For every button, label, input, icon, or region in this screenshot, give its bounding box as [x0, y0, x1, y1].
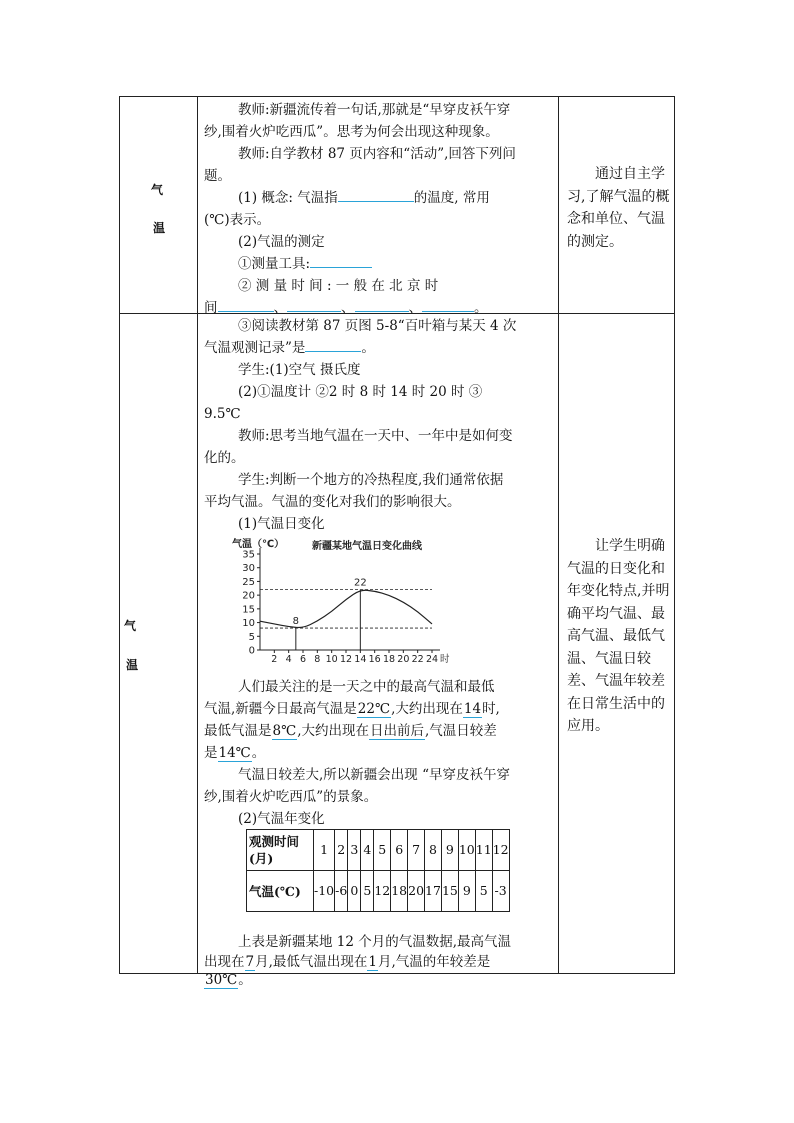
table-cell-month: 8 — [425, 830, 442, 871]
table-cell-temp: -6 — [335, 871, 348, 912]
table-cell-temp: 15 — [441, 871, 458, 912]
table-cell-temp: 9 — [458, 871, 475, 912]
text-line: 平均气温。气温的变化对我们的影响很大。 — [204, 494, 461, 510]
x-tick-label: 20 — [397, 654, 410, 665]
lesson-table — [119, 96, 675, 988]
y-tick-label: 35 — [242, 549, 255, 561]
table-cell-month: 1 — [314, 830, 335, 871]
text-line: 学生:判断一个地方的冷热程度,我们通常依据 — [238, 472, 504, 488]
data-label: 22 — [353, 577, 367, 589]
answer: 日出前后 — [370, 723, 424, 739]
y-tick-label: 25 — [242, 576, 255, 588]
y-tick-label: 15 — [242, 604, 255, 616]
answer: 30℃ — [205, 972, 238, 988]
objective-note: 通过自主学习,了解气温的概念和单位、气温的测定。 — [567, 166, 670, 250]
topic-char: 温 — [126, 658, 139, 672]
text-line: 纱,围着火炉吃西瓜”。思考为何会出现这种现象。 — [204, 124, 499, 140]
table-cell-month: 11 — [475, 830, 492, 871]
text-line: 学生:(1)空气 摄氏度 — [238, 362, 361, 378]
text-line: 上表是新疆某地 12 个月的气温数据,最高气温 — [238, 934, 512, 950]
table-cell-month: 4 — [361, 830, 374, 871]
table-cell-temp: 5 — [361, 871, 374, 912]
table-header: 气温(℃) — [247, 871, 314, 912]
topic-char: 温 — [153, 221, 166, 235]
x-tick-label: 2 — [271, 654, 278, 665]
text-line: 间 、 、 、 。 — [204, 297, 554, 313]
answer: 22℃ — [357, 701, 391, 717]
table-cell-temp: 20 — [408, 871, 425, 912]
table-cell-month: 9 — [441, 830, 458, 871]
x-tick-label: 4 — [285, 654, 292, 665]
y-tick-label: 30 — [242, 563, 255, 575]
topic-char: 气 — [151, 183, 164, 197]
blank — [355, 297, 409, 312]
table-cell-month: 6 — [391, 830, 408, 871]
y-tick-label: 5 — [248, 631, 255, 643]
text-line: ③阅读教材第 87 页图 5-8“百叶箱与某天 4 次 — [238, 318, 517, 334]
table-cell-month: 2 — [335, 830, 348, 871]
blank — [287, 297, 341, 312]
content-cell — [198, 97, 558, 316]
blank — [338, 187, 414, 202]
text-line: 气温日较差大,所以新疆会出现 “早穿皮袄午穿 — [238, 767, 510, 783]
text-line: 人们最关注的是一天之中的最高气温和最低 — [238, 679, 495, 695]
blank — [422, 297, 474, 312]
row-temperature-change — [120, 313, 674, 988]
text-line: 题。 — [204, 168, 231, 184]
x-tick-label: 6 — [299, 654, 307, 665]
table-cell-temp: -10 — [314, 871, 335, 912]
text-line: (1) 概念: 气温指 的温度, 常用 — [204, 187, 588, 209]
table-cell-month: 3 — [348, 830, 361, 871]
chart-title: 新疆某地气温日变化曲线 — [312, 541, 422, 552]
x-tick-label: 16 — [368, 654, 381, 665]
text-line: ② 测 量 时 间 : 一 般 在 北 京 时 — [238, 278, 439, 294]
content-cell — [198, 313, 558, 988]
text-line: ①测量工具: — [204, 253, 588, 275]
table-header: 观测时间(月) — [247, 830, 314, 871]
daily-temperature-chart — [232, 537, 456, 671]
text-line: 气温观测记录”是 。 — [204, 337, 554, 359]
temperature-curve — [260, 590, 432, 627]
text-line: (℃)表示。 — [204, 212, 271, 228]
text-line: 最低气温是8℃,大约出现在日出前后,气温日较差 — [204, 723, 497, 739]
answer: 7 — [245, 954, 255, 970]
x-tick-label: 24 — [425, 654, 439, 665]
table-cell-month: 10 — [458, 830, 475, 871]
text-line: 是14℃。 — [204, 745, 266, 761]
answer: 14℃ — [218, 745, 251, 761]
answer: 14 — [463, 701, 482, 717]
x-tick-label: 10 — [325, 654, 338, 665]
y-tick-label: 10 — [242, 618, 255, 630]
text-line: 30℃。 — [205, 972, 252, 988]
objective-note: 让学生明确气温的日变化和年变化特点,并明确平均气温、最高气温、最低气温、气温日较差、气温年较差在日常生活中的应用。 — [567, 538, 670, 734]
table-cell-month: 12 — [492, 830, 509, 871]
row-temperature-concept — [120, 97, 674, 314]
x-unit-label: 时 — [440, 654, 450, 665]
answer: 1 — [368, 954, 377, 970]
table-cell-temp: 17 — [425, 871, 442, 912]
blank — [305, 337, 361, 352]
table-cell-temp: -3 — [492, 871, 509, 912]
topic-char: 气 — [124, 619, 137, 633]
text-line: 教师:自学教材 87 页内容和“活动”,回答下列问 — [238, 146, 516, 162]
text-line: 出现在7月,最低气温出现在1月,气温的年较差是 — [204, 954, 491, 970]
table-row — [247, 871, 510, 912]
text-line: (2)气温的测定 — [238, 234, 325, 250]
text-line: 教师:新疆流传着一句话,那就是“早穿皮袄午穿 — [238, 102, 511, 118]
objective-cell — [559, 97, 674, 313]
table-cell-temp: 12 — [374, 871, 391, 912]
topic-cell — [120, 97, 197, 313]
text-line: (1)气温日变化 — [238, 516, 325, 532]
topic-cell — [120, 313, 197, 973]
text-line: 纱,围着火炉吃西瓜”的景象。 — [204, 789, 378, 805]
table-cell-temp: 18 — [391, 871, 408, 912]
table-cell-temp: 0 — [348, 871, 361, 912]
text-line: 9.5℃ — [204, 406, 241, 422]
x-tick-label: 18 — [382, 654, 396, 665]
objective-cell — [559, 313, 674, 973]
x-tick-label: 22 — [411, 654, 424, 665]
x-tick-label: 14 — [354, 654, 367, 665]
data-label: 8 — [292, 616, 300, 628]
text-line: 教师:思考当地气温在一天中、一年中是如何变 — [238, 428, 513, 444]
text-line: (2)①温度计 ②2 时 8 时 14 时 20 时 ③ — [238, 384, 483, 400]
text-line: 化的。 — [204, 450, 245, 466]
blank — [218, 297, 274, 312]
x-tick-label: 12 — [339, 654, 353, 665]
table-cell-temp: 5 — [475, 871, 492, 912]
blank — [310, 253, 372, 268]
text-line: (2)气温年变化 — [238, 811, 325, 827]
table-cell-month: 5 — [374, 830, 391, 871]
y-tick-label: 0 — [248, 645, 255, 657]
monthly-temperature-table — [246, 829, 510, 912]
y-tick-label: 20 — [242, 590, 255, 602]
text-line: 气温,新疆今日最高气温是22℃,大约出现在14时, — [204, 701, 500, 717]
y-axis-label: 气温（℃） — [232, 539, 285, 550]
table-row — [247, 830, 510, 871]
table-cell-month: 7 — [408, 830, 425, 871]
x-tick-label: 8 — [314, 654, 321, 665]
answer: 8℃ — [272, 723, 297, 739]
